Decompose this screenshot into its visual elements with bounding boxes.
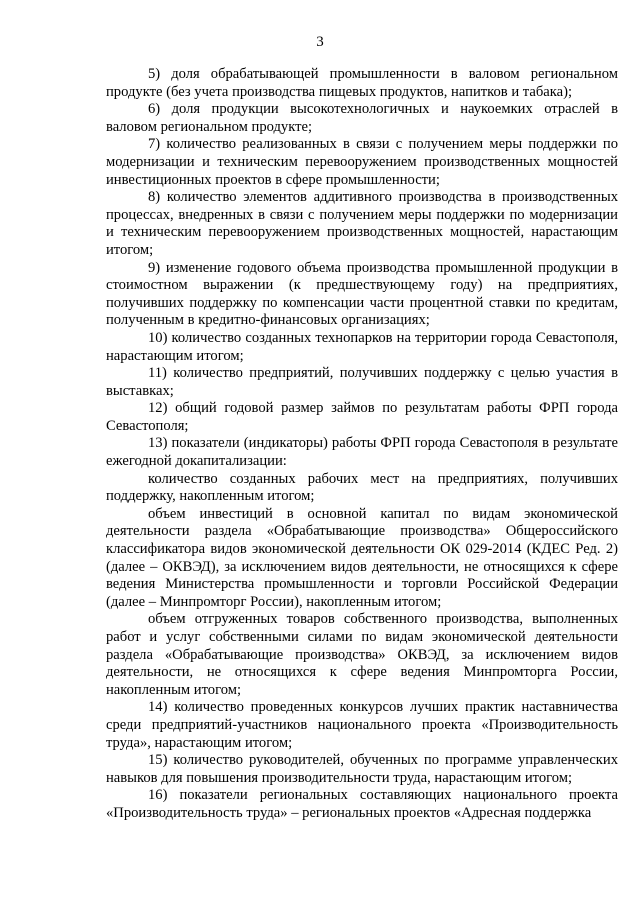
paragraph-item-15: 15) количество руководителей, обученных по программе управленческих навыков для повышения производительности труда, нарастающим итогом; [106,752,618,786]
paragraph-item-11: 11) количество предприятий, получивших поддержку с целью участия в выставках; [106,365,618,399]
page-number: 3 [316,34,324,50]
paragraph-item-10: 10) количество созданных технопарков на территории города Севастополя, нарастающим итогом; [106,329,618,364]
paragraph-sub-jobs: количество созданных рабочих мест на предприятиях, получивших поддержку, накопленным итогом; [106,470,618,505]
paragraph-sub-investment: объем инвестиций в основной капитал по видам экономической деятельности раздела «Обрабатывающие производства» Общероссийского классификатора видов экономической деятельности ОК 029-2014 (КДЕС Ред. 2) (далее – ОКВЭД), за исключением видов деятельности, не относящихся к сфере ведения Министерства промышленности и торговли Российской Федерации (далее – Минпромторг России), накопленным итогом; [106,505,618,610]
document-body [106,66,618,823]
paragraph-item-9: 9) изменение годового объема производства промышленной продукции в стоимостном выражении (к предшествующему году) на предприятиях, получивших поддержку по компенсации части процентной ставки по кредитам, полученным в кредитно-финансовых организациях; [106,259,618,329]
paragraph-item-7: 7) количество реализованных в связи с получением меры поддержки по модернизации и техническим перевооружением производственных мощностей инвестиционных проектов в сфере промышленности; [106,136,618,188]
paragraph-item-6: 6) доля продукции высокотехнологичных и наукоемких отраслей в валовом региональном продукте; [106,101,618,135]
paragraph-item-14: 14) количество проведенных конкурсов лучших практик наставничества среди предприятий-участников национального проекта «Производительность труда», нарастающим итогом; [106,699,618,751]
paragraph-item-16: 16) показатели региональных составляющих национального проекта «Производительность труда» – региональных проектов «Адресная поддержка [106,787,618,821]
paragraph-sub-shipped-goods: объем отгруженных товаров собственного производства, выполненных работ и услуг собственными силами по видам экономической деятельности раздела «Обрабатывающие производства» ОКВЭД, за исключением видов деятельности, не относящихся к сфере ведения Минпромторга России, накопленным итогом; [106,611,618,698]
paragraph-item-5: 5) доля обрабатывающей промышленности в валовом региональном продукте (без учета производства пищевых продуктов, напитков и табака); [106,66,618,100]
paragraph-item-8: 8) количество элементов аддитивного производства в производственных процессах, внедренных в связи с получением меры поддержки по модернизации и техническим перевооружением производственных мощностей, нарастающим итогом; [106,189,618,258]
paragraph-item-13: 13) показатели (индикаторы) работы ФРП города Севастополя в результате ежегодной докапитализации: [106,435,618,470]
paragraph-item-12: 12) общий годовой размер займов по результатам работы ФРП города Севастополя; [106,400,618,434]
